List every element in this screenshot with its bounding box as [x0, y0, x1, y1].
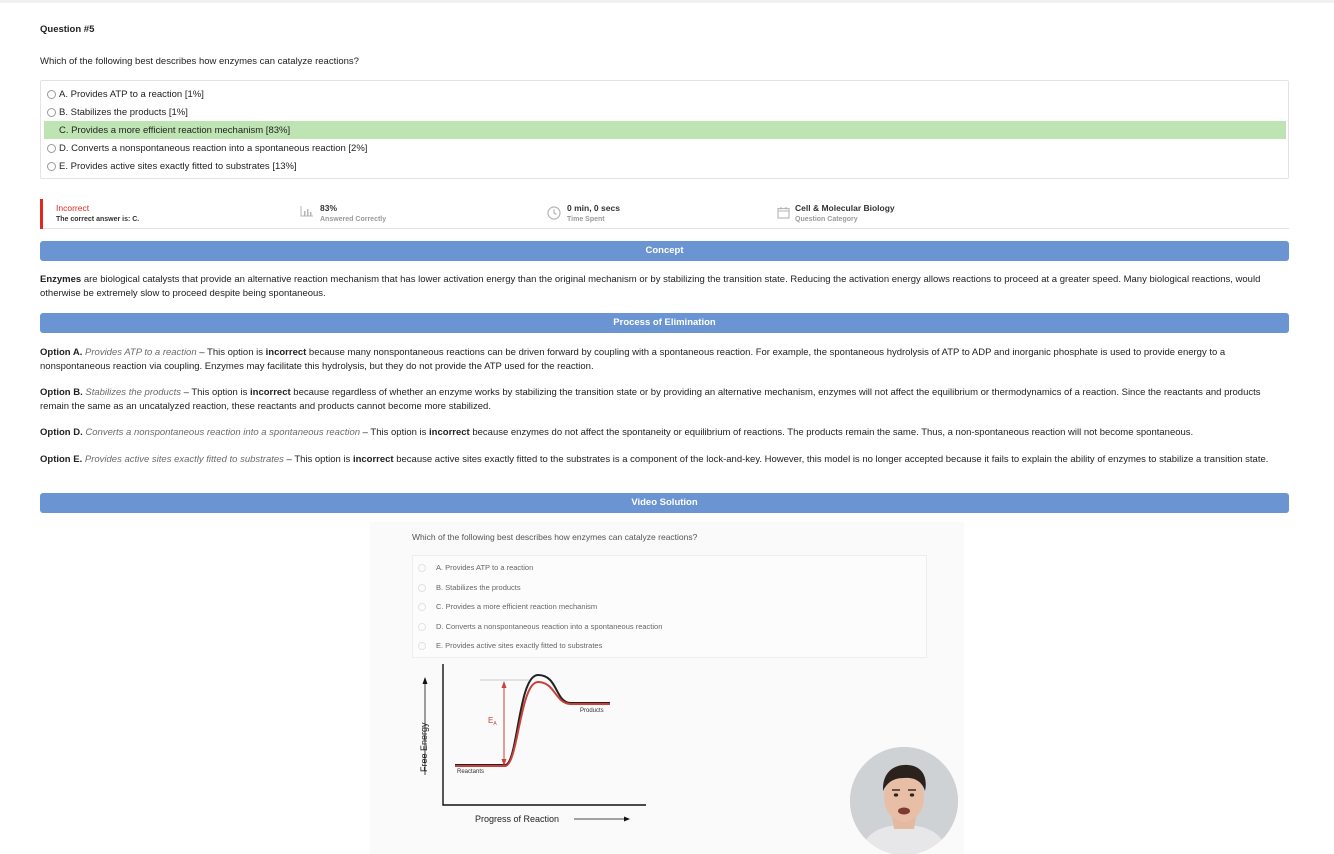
answer-choices — [40, 80, 1289, 179]
radio-icon[interactable] — [47, 144, 56, 153]
option-explanation: because many nonspontaneous reactions can be driven forward by coupling with a spontaneous reaction. For example, the spontaneous hydrolysis of ATP to ADP and inorganic phosphate is used to provide energy to a nonspontaneous reaction via coupling. Enzymes may facilitate this hydrolysis, but they do not provide the ATP used for the reaction. — [40, 347, 1226, 372]
option-choice: Provides active sites exactly fitted to substrates — [84, 454, 284, 465]
video-choice — [418, 641, 602, 650]
choice-label: D. Converts a nonspontaneous reaction into a spontaneous reaction [2%] — [59, 142, 368, 154]
video-choice-label: E. Provides active sites exactly fitted to substrates — [436, 641, 603, 650]
option-text: – This option is — [283, 454, 353, 465]
correct-answer-text: The correct answer is: C. — [56, 216, 140, 223]
option-choice: Provides ATP to a reaction — [85, 347, 197, 358]
video-choice — [418, 583, 521, 592]
catalyzed-curve — [455, 682, 610, 766]
option-explanation: because regardless of whether an enzyme works by stabilizing the transition state or by providing an alternative mechanism, enzymes will not affect the equilibrium or thermodynamics of a reaction. Since the reactants and products remain the same as an uncatalyzed reaction, these reactants and products cannot become more stabilized. — [40, 387, 1261, 412]
question-number: Question #5 — [40, 24, 95, 35]
video-question-text: Which of the following best describes how enzymes can catalyze reactions? — [412, 532, 698, 542]
choice-label: C. Provides a more efficient reaction mechanism [83%] — [59, 124, 291, 136]
option-verdict: incorrect — [250, 387, 291, 398]
option-label: Option E. — [40, 454, 83, 465]
choice-label: B. Stabilizes the products [1%] — [59, 106, 188, 118]
video-choice-label: B. Stabilizes the products — [436, 583, 521, 592]
choice-c[interactable] — [44, 121, 1286, 139]
option-text: – This option is — [196, 347, 266, 358]
option-verdict: incorrect — [352, 454, 394, 465]
result-status — [56, 203, 139, 223]
calendar-icon — [777, 206, 790, 219]
radio-icon[interactable] — [47, 108, 56, 117]
elimination-option-b — [40, 386, 1290, 414]
choice-e[interactable] — [44, 157, 1286, 175]
elimination-option-d — [40, 426, 1290, 440]
category-value: Cell & Molecular Biology — [795, 203, 895, 213]
graph-axes — [443, 664, 646, 805]
category-stat — [795, 203, 895, 223]
video-choice-label: D. Converts a nonspontaneous reaction into a spontaneous reaction — [436, 622, 663, 631]
video-choice — [418, 602, 597, 611]
top-divider — [0, 0, 1334, 3]
radio-icon — [418, 642, 426, 650]
concept-text: are biological catalysts that provide an alternative reaction mechanism that has lower activation energy than the original mechanism or by stabilizing the transition state. Reducing the activation energy allows reactions to proceed at a greater speed. Many biological reactions, would otherwise be extremely slow to proceed despite being spontaneous. — [40, 274, 1261, 299]
time-spent-stat — [567, 203, 620, 223]
energy-diagram — [410, 660, 660, 850]
option-choice: Converts a nonspontaneous reaction into a spontaneous reaction — [85, 427, 361, 438]
incorrect-indicator — [40, 199, 43, 229]
time-label: Time Spent — [567, 216, 605, 223]
x-axis-arrowhead — [624, 817, 630, 822]
result-stats — [40, 199, 1289, 229]
bar-chart-icon — [300, 205, 314, 217]
option-text: – This option is — [360, 427, 430, 438]
option-label: Option D. — [40, 427, 83, 438]
concept-term: Enzymes — [40, 274, 82, 285]
question-text: Which of the following best describes how enzymes can catalyze reactions? — [40, 56, 359, 67]
products-label: Products — [580, 708, 604, 714]
radio-icon — [418, 623, 426, 631]
elimination-header: Process of Elimination — [40, 313, 1289, 333]
choice-label: E. Provides active sites exactly fitted to substrates [13%] — [59, 160, 297, 172]
option-label: Option A. — [40, 347, 83, 358]
video-choice — [418, 622, 662, 631]
x-axis-label: Progress of Reaction — [475, 814, 560, 824]
y-axis-label: Free Energy — [419, 722, 429, 772]
uncatalyzed-curve — [455, 675, 610, 765]
option-explanation: because enzymes do not affect the spontaneity or equilibrium of reactions. The products remain the same. Thus, a non-spontaneous reaction will not become spontaneous. — [469, 427, 1194, 438]
option-label: Option B. — [40, 387, 83, 398]
presenter-avatar — [850, 747, 958, 854]
activation-energy-label: $E_A$ — [488, 716, 497, 727]
option-choice: Stabilizes the products — [85, 387, 181, 398]
option-explanation: because active sites exactly fitted to the substrates is a component of the lock-and-key. However, this model is no longer accepted because it fails to explain the ability of enzymes to stabilize a transition state. — [393, 454, 1269, 465]
choice-b[interactable] — [44, 103, 1286, 121]
elimination-option-e — [40, 453, 1290, 467]
choice-a[interactable] — [44, 85, 1286, 103]
choice-d[interactable] — [44, 139, 1286, 157]
clock-icon — [547, 206, 561, 220]
percent-correct-stat — [320, 203, 386, 223]
result-label: Incorrect — [56, 203, 90, 213]
video-player[interactable] — [370, 522, 964, 854]
option-verdict: incorrect — [429, 427, 470, 438]
time-value: 0 min, 0 secs — [567, 203, 620, 213]
percent-label: Answered Correctly — [320, 216, 387, 223]
video-choice-label: A. Provides ATP to a reaction — [436, 563, 534, 572]
category-label: Question Category — [795, 216, 858, 223]
y-axis-arrowhead — [423, 677, 428, 684]
radio-icon — [418, 564, 426, 572]
radio-icon — [418, 584, 426, 592]
radio-icon — [418, 603, 426, 611]
radio-icon[interactable] — [47, 162, 56, 171]
presenter-image — [850, 747, 958, 854]
video-choices — [412, 555, 927, 658]
radio-icon[interactable] — [47, 90, 56, 99]
arrowhead-up — [502, 681, 507, 688]
elimination-option-a — [40, 346, 1290, 374]
video-choice-label: C. Provides a more efficient reaction mechanism — [436, 602, 598, 611]
percent-value: 83% — [320, 203, 338, 213]
concept-header: Concept — [40, 241, 1289, 261]
choice-label: A. Provides ATP to a reaction [1%] — [59, 88, 204, 100]
concept-paragraph — [40, 273, 1290, 301]
video-solution-header: Video Solution — [40, 493, 1289, 513]
option-verdict: incorrect — [265, 347, 307, 358]
option-text: – This option is — [180, 387, 250, 398]
reactants-label: Reactants — [457, 769, 485, 775]
video-choice — [418, 563, 533, 572]
